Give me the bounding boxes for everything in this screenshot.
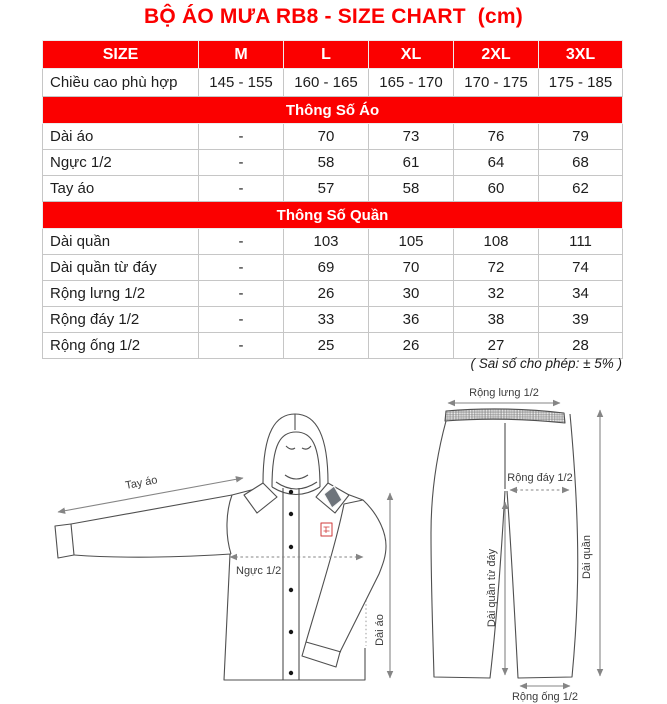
jacket-armhole-seam [227, 495, 232, 554]
cell-value: 58 [369, 176, 454, 202]
column-header-3xl: 3XL [539, 41, 623, 69]
cell-value: - [199, 281, 284, 307]
cell-value: 73 [369, 124, 454, 150]
cell-value: 68 [539, 150, 623, 176]
pants-right-leg [507, 414, 578, 678]
cell-value: 160 - 165 [284, 69, 369, 97]
cell-value: 175 - 185 [539, 69, 623, 97]
jacket-drawing [55, 414, 386, 680]
pants-dimension-labels [469, 387, 593, 703]
row-label: Rộng lưng 1/2 [43, 281, 199, 307]
waist-width-label: Rộng lưng 1/2 [469, 387, 539, 399]
jacket-length-label: Dài áo [374, 614, 386, 646]
pants-drawing [431, 409, 578, 678]
cell-value: 34 [539, 281, 623, 307]
table-row [43, 255, 623, 281]
cell-value: 27 [454, 333, 539, 359]
column-header-l: L [284, 41, 369, 69]
cell-value: 39 [539, 307, 623, 333]
cell-value: 72 [454, 255, 539, 281]
cell-value: 32 [454, 281, 539, 307]
cell-value: - [199, 124, 284, 150]
sleeve-length-label: Tay áo [124, 474, 159, 492]
cell-value: 60 [454, 176, 539, 202]
column-header-m: M [199, 41, 284, 69]
tolerance-note: ( Sai số cho phép: ± 5% ) [470, 356, 622, 371]
cell-value: 58 [284, 150, 369, 176]
jacket-left-cuff [55, 524, 74, 558]
cell-value: 33 [284, 307, 369, 333]
cell-value: - [199, 255, 284, 281]
cell-value: 38 [454, 307, 539, 333]
page-title: BỘ ÁO MƯA RB8 - SIZE CHART (cm) [144, 5, 523, 28]
column-header-size: SIZE [43, 41, 199, 69]
cell-value: 25 [284, 333, 369, 359]
cell-value: - [199, 229, 284, 255]
section-banner-quan: Thông Số Quần [43, 202, 623, 229]
button [289, 512, 293, 516]
seat-width-label: Rộng đáy 1/2 [507, 472, 573, 484]
cell-value: - [199, 150, 284, 176]
cell-value: 108 [454, 229, 539, 255]
column-header-xl: XL [369, 41, 454, 69]
row-label: Dài quần [43, 229, 199, 255]
row-label: Rộng ống 1/2 [43, 333, 199, 359]
section-banner-ao: Thông Số Áo [43, 97, 623, 124]
jacket-left-sleeve-bottom [74, 554, 231, 557]
button [289, 545, 293, 549]
jacket-placket [283, 488, 299, 680]
jacket-left-sleeve [71, 495, 232, 524]
cell-value: 26 [369, 333, 454, 359]
pants-length-label: Dài quần [581, 534, 593, 580]
row-label: Dài áo [43, 124, 199, 150]
size-table [42, 40, 623, 359]
button [289, 671, 293, 675]
cell-value: 36 [369, 307, 454, 333]
row-label: Tay áo [43, 176, 199, 202]
inseam-length-label: Dài quần từ đáy [486, 548, 498, 628]
cell-value: 30 [369, 281, 454, 307]
table-row [43, 307, 623, 333]
cell-value: 70 [284, 124, 369, 150]
garment-diagram [0, 383, 667, 704]
cell-value: 111 [539, 229, 623, 255]
cell-value: 64 [454, 150, 539, 176]
cell-value: 103 [284, 229, 369, 255]
button [289, 630, 293, 634]
chest-width-label: Ngực 1/2 [236, 565, 282, 577]
cell-value: 69 [284, 255, 369, 281]
section-banner-row [43, 97, 623, 124]
section-banner-row [43, 202, 623, 229]
cell-value: 70 [369, 255, 454, 281]
button [289, 588, 293, 592]
hem-width-label: Rộng ống 1/2 [511, 691, 579, 703]
fit-height-row [43, 69, 623, 97]
table-row [43, 333, 623, 359]
cell-value: 165 - 170 [369, 69, 454, 97]
table-row [43, 281, 623, 307]
cell-value: - [199, 176, 284, 202]
cell-value: 28 [539, 333, 623, 359]
table-header-row [43, 41, 623, 69]
row-label: Ngực 1/2 [43, 150, 199, 176]
button [289, 490, 293, 494]
cell-value: 26 [284, 281, 369, 307]
cell-value: 62 [539, 176, 623, 202]
cell-value: 79 [539, 124, 623, 150]
brand-logo [321, 523, 332, 536]
jacket-buttons [289, 490, 293, 675]
row-label: Dài quần từ đáy [43, 255, 199, 281]
pants-waistband [445, 409, 565, 423]
cell-value: 61 [369, 150, 454, 176]
cell-value: 57 [284, 176, 369, 202]
column-header-2xl: 2XL [454, 41, 539, 69]
table-row [43, 150, 623, 176]
cell-value: 74 [539, 255, 623, 281]
cell-value: 76 [454, 124, 539, 150]
row-label: Chiều cao phù hợp [43, 69, 199, 97]
cell-value: 145 - 155 [199, 69, 284, 97]
table-row [43, 124, 623, 150]
table-row [43, 229, 623, 255]
cell-value: - [199, 333, 284, 359]
table-row [43, 176, 623, 202]
row-label: Rộng đáy 1/2 [43, 307, 199, 333]
cell-value: 105 [369, 229, 454, 255]
cell-value: 170 - 175 [454, 69, 539, 97]
cell-value: - [199, 307, 284, 333]
